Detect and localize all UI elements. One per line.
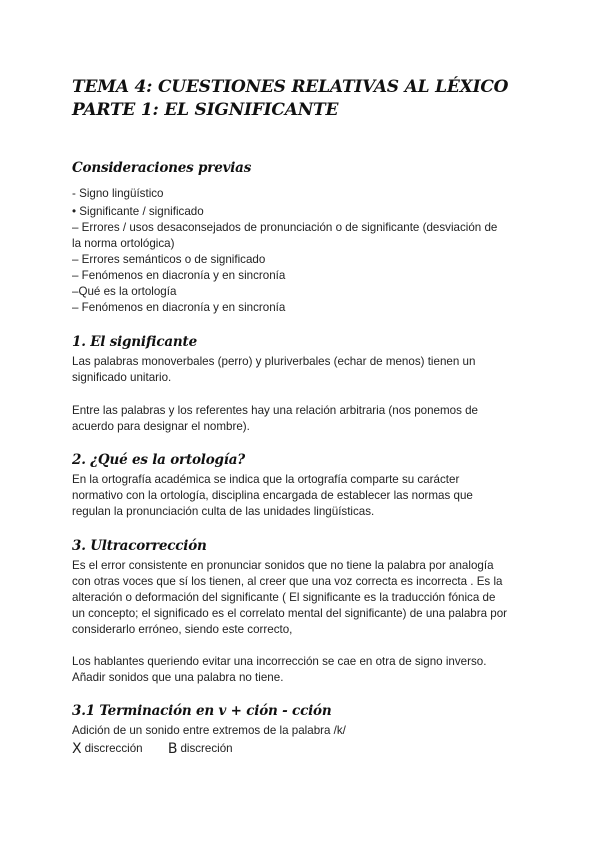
ultracorreccion-paragraph-1	[72, 558, 532, 638]
x-mark-icon: X	[72, 741, 82, 757]
significante-paragraph-1	[72, 354, 532, 386]
list-item: la norma ortológica)	[72, 237, 175, 250]
paragraph-line: Los hablantes queriendo evitar una incorrección se cae en otra de signo inverso.	[72, 655, 487, 668]
paragraph-line: acuerdo para designar el nombre).	[72, 420, 250, 433]
b-mark-icon: B	[167, 741, 178, 757]
terminacion-line: Adición de un sonido entre extremos de la palabra /k/	[72, 724, 346, 737]
option-text: discrección	[84, 742, 143, 755]
paragraph-line: En la ortografía académica se indica que la ortografía comparte su carácter	[72, 473, 460, 486]
paragraph-line: alteración o deformación del significante ( El significante es la traducción fónica de	[72, 591, 496, 604]
list-item: - Signo lingüístico	[72, 187, 164, 200]
correct-option	[168, 742, 233, 755]
list-item: – Fenómenos en diacronía y en sincronía	[72, 269, 286, 282]
ultracorreccion-paragraph-2	[72, 654, 532, 686]
option-text: discreción	[180, 742, 233, 755]
list-item: –Qué es la ortología	[72, 285, 177, 298]
heading-ultracorreccion: 3. Ultracorrección	[72, 538, 207, 554]
paragraph-line: Es el error consistente en pronunciar sonidos que no tiene la palabra por analogía	[72, 559, 494, 572]
paragraph-line: un concepto; el significado es el correlato mental del significante) de una palabra por	[72, 607, 508, 620]
heading-ortologia: 2. ¿Qué es la ortología?	[72, 452, 245, 468]
paragraph-line: considerarlo erróneo, siendo este correcto,	[72, 623, 293, 636]
paragraph-line: regulan la pronunciación culta de las unidades lingüísticas.	[72, 505, 375, 518]
list-item: – Errores / usos desaconsejados de pronunciación o de significante (desviación de	[72, 221, 498, 234]
paragraph-line: Las palabras monoverbales (perro) y pluriverbales (echar de menos) tienen un	[72, 355, 476, 368]
terminacion-options	[72, 741, 532, 757]
previas-list	[72, 186, 532, 316]
document-title: TEMA 4: CUESTIONES RELATIVAS AL LÉXICO PARTE 1: EL SIGNIFICANTE	[72, 77, 509, 120]
paragraph-line: con otras voces que sí los tienen, al creer que una voz correcta es incorrecta . Es la	[72, 575, 503, 588]
list-item: – Fenómenos en diacronía y en sincronía	[72, 301, 286, 314]
list-item: • Significante / significado	[72, 205, 204, 218]
paragraph-line: normativo con la ortología, disciplina encargada de establecer las normas que	[72, 489, 473, 502]
paragraph-line: Entre las palabras y los referentes hay una relación arbitraria (nos ponemos de	[72, 404, 479, 417]
heading-terminacion: 3.1 Terminación en v + ción - cción	[72, 703, 332, 719]
incorrect-option	[72, 742, 146, 755]
list-item: – Errores semánticos o de significado	[72, 253, 266, 266]
paragraph-line: Añadir sonidos que una palabra no tiene.	[72, 671, 284, 684]
ortologia-paragraph	[72, 472, 532, 520]
paragraph-line: significado unitario.	[72, 371, 172, 384]
significante-paragraph-2	[72, 403, 532, 435]
heading-consideraciones-previas: Consideraciones previas	[72, 160, 252, 176]
heading-el-significante: 1. El significante	[72, 334, 197, 350]
